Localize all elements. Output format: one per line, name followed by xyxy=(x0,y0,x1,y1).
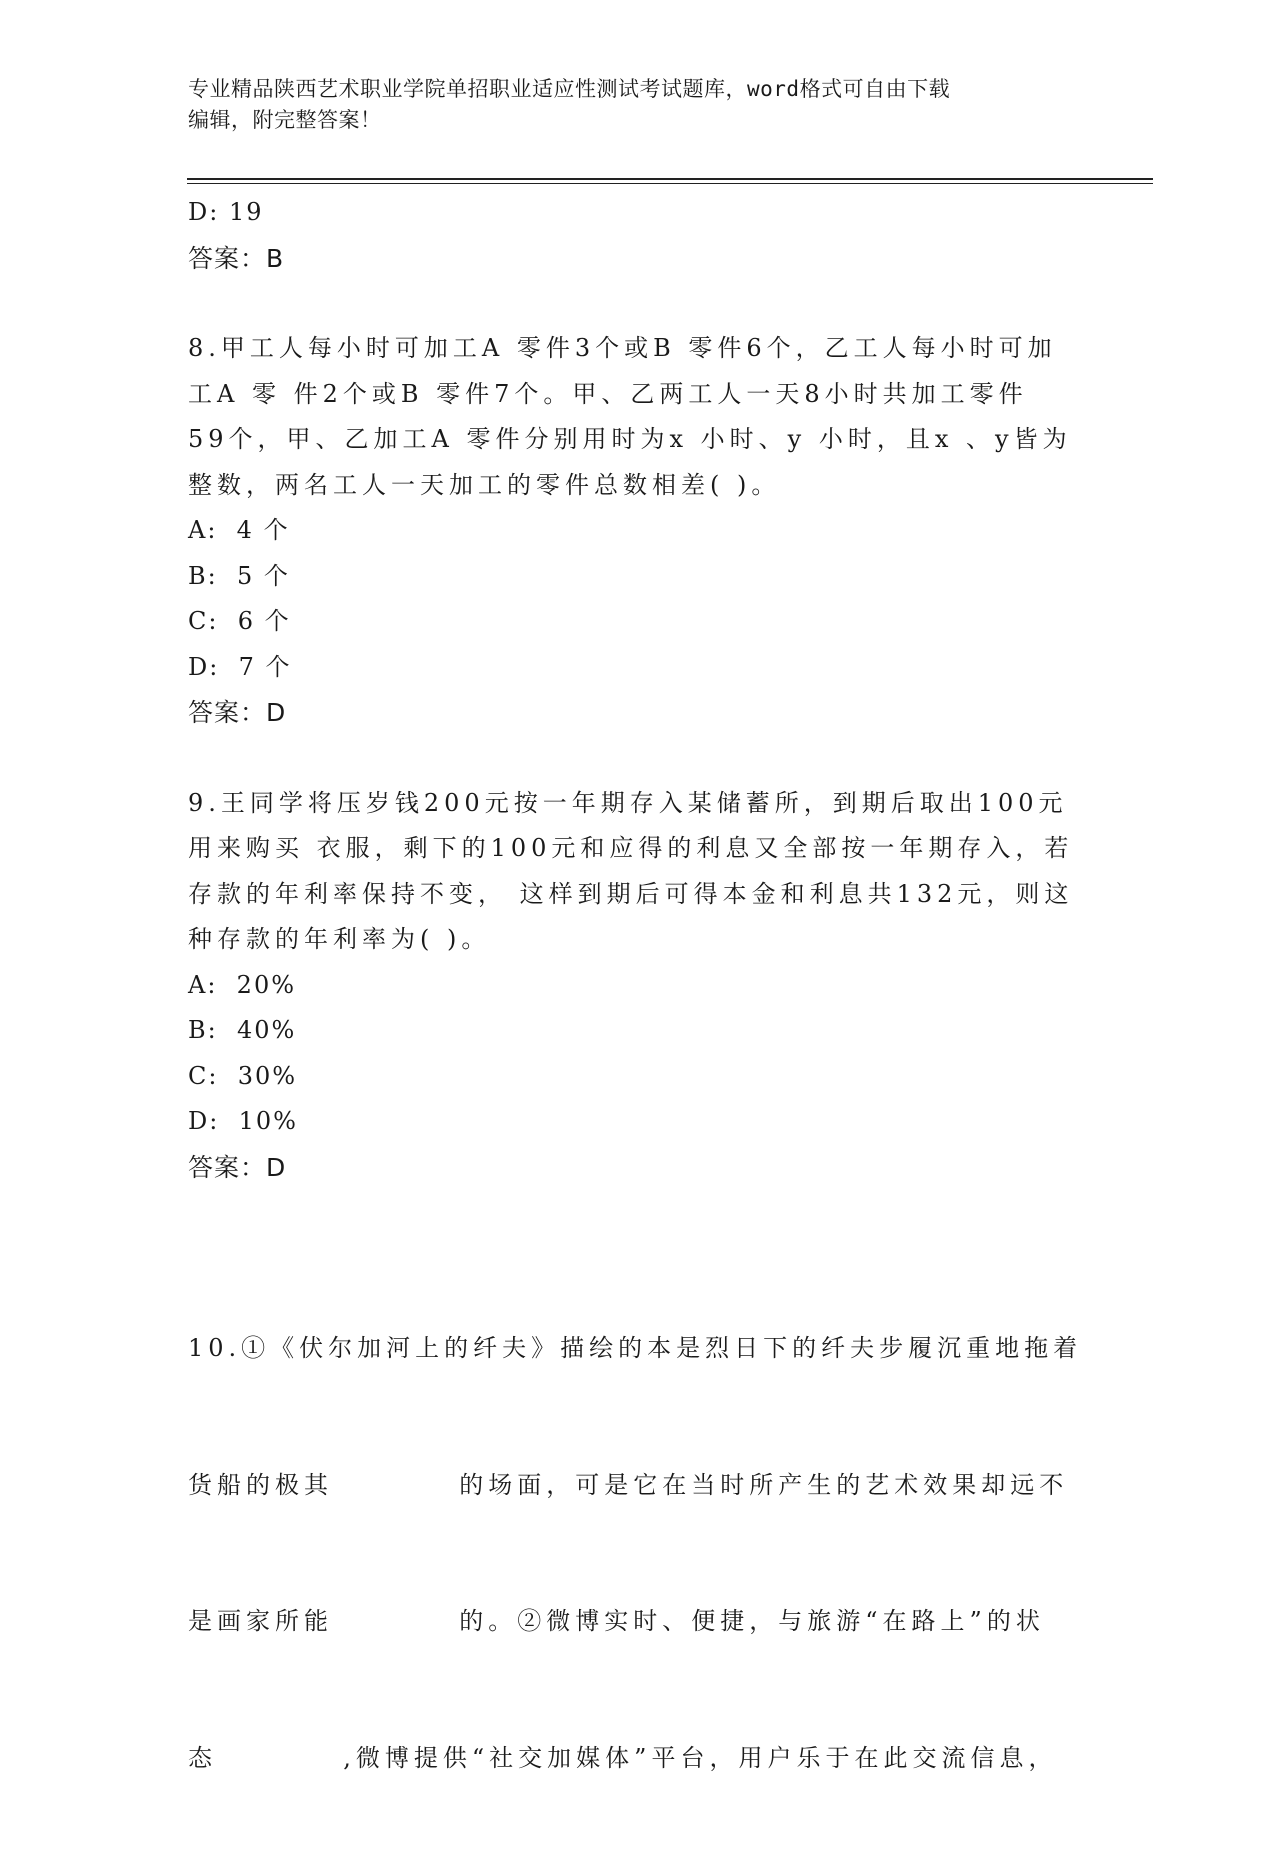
question-8 xyxy=(188,326,1088,736)
spacer xyxy=(188,281,1088,326)
question-9-option-a: A: 20% xyxy=(188,970,297,999)
spacer xyxy=(188,736,1088,781)
question-8-option-b: B: 5 个 xyxy=(188,561,290,590)
question-10-line-2: 货船的极其 的场面，可是它在当时所产生的艺术效果却远不 xyxy=(188,1470,1069,1499)
question-8-line-2: 工A 零 件2个或B 零件7个。甲、乙两工人一天8小时共加工零件 xyxy=(188,379,1028,408)
header-line-2: 编辑，附完整答案！ xyxy=(188,108,382,132)
question-8-option-c: C: 6 个 xyxy=(188,607,291,635)
header-divider-thick xyxy=(187,178,1153,180)
question-8-line-3: 59个，甲、乙加工A 零件分别用时为x 小时、y 小时，且x 、y皆为 xyxy=(188,425,1072,453)
question-9-line-4: 种存款的年利率为( )。 xyxy=(188,925,491,953)
question-10-line-3: 是画家所能 的。②微博实时、便捷，与旅游“在路上”的状 xyxy=(188,1607,1045,1635)
question-9 xyxy=(188,781,1088,1191)
question-8-option-d: D: 7 个 xyxy=(188,652,292,681)
question-8-stem xyxy=(188,326,1088,508)
question-10-stem xyxy=(188,1235,1088,1872)
document-body xyxy=(188,190,1088,1872)
question-9-option-d: D: 10% xyxy=(188,1107,298,1135)
prev-answer: 答案：B xyxy=(188,243,285,273)
header-divider-thin xyxy=(187,183,1153,184)
question-10-line-4: 态 ,微博提供“社交加媒体”平台，用户乐于在此交流信息， xyxy=(188,1743,1058,1772)
question-9-stem xyxy=(188,781,1088,963)
question-9-line-2: 用来购买 衣服，剩下的100元和应得的利息又全部按一年期存入，若 xyxy=(188,834,1074,862)
question-9-answer: 答案：D xyxy=(188,1152,287,1182)
page-header xyxy=(188,74,1088,136)
question-9-option-b: B: 40% xyxy=(188,1016,297,1044)
question-9-line-1: 9.王同学将压岁钱200元按一年期存入某储蓄所，到期后取出100元 xyxy=(188,788,1068,817)
question-10-line-1: 10.①《伏尔加河上的纤夫》描绘的本是烈日下的纤夫步履沉重地拖着 xyxy=(188,1334,1083,1362)
question-8-line-1: 8.甲工人每小时可加工A 零件3个或B 零件6个，乙工人每小时可加 xyxy=(188,334,1057,362)
question-8-answer: 答案：D xyxy=(188,698,287,727)
question-8-option-a: A: 4 个 xyxy=(188,516,290,544)
question-8-line-4: 整数，两名工人一天加工的零件总数相差( )。 xyxy=(188,470,781,499)
question-10 xyxy=(188,1235,1088,1872)
prev-question xyxy=(188,190,1088,281)
header-line-1: 专业精品陕西艺术职业学院单招职业适应性测试考试题库，word格式可自由下载 xyxy=(188,77,951,101)
question-9-option-c: C: 30% xyxy=(188,1061,298,1090)
question-9-line-3: 存款的年利率保持不变， 这样到期后可得本金和利息共132元，则这 xyxy=(188,879,1074,908)
spacer xyxy=(188,1190,1088,1235)
prev-option-d: D: 19 xyxy=(188,198,264,226)
